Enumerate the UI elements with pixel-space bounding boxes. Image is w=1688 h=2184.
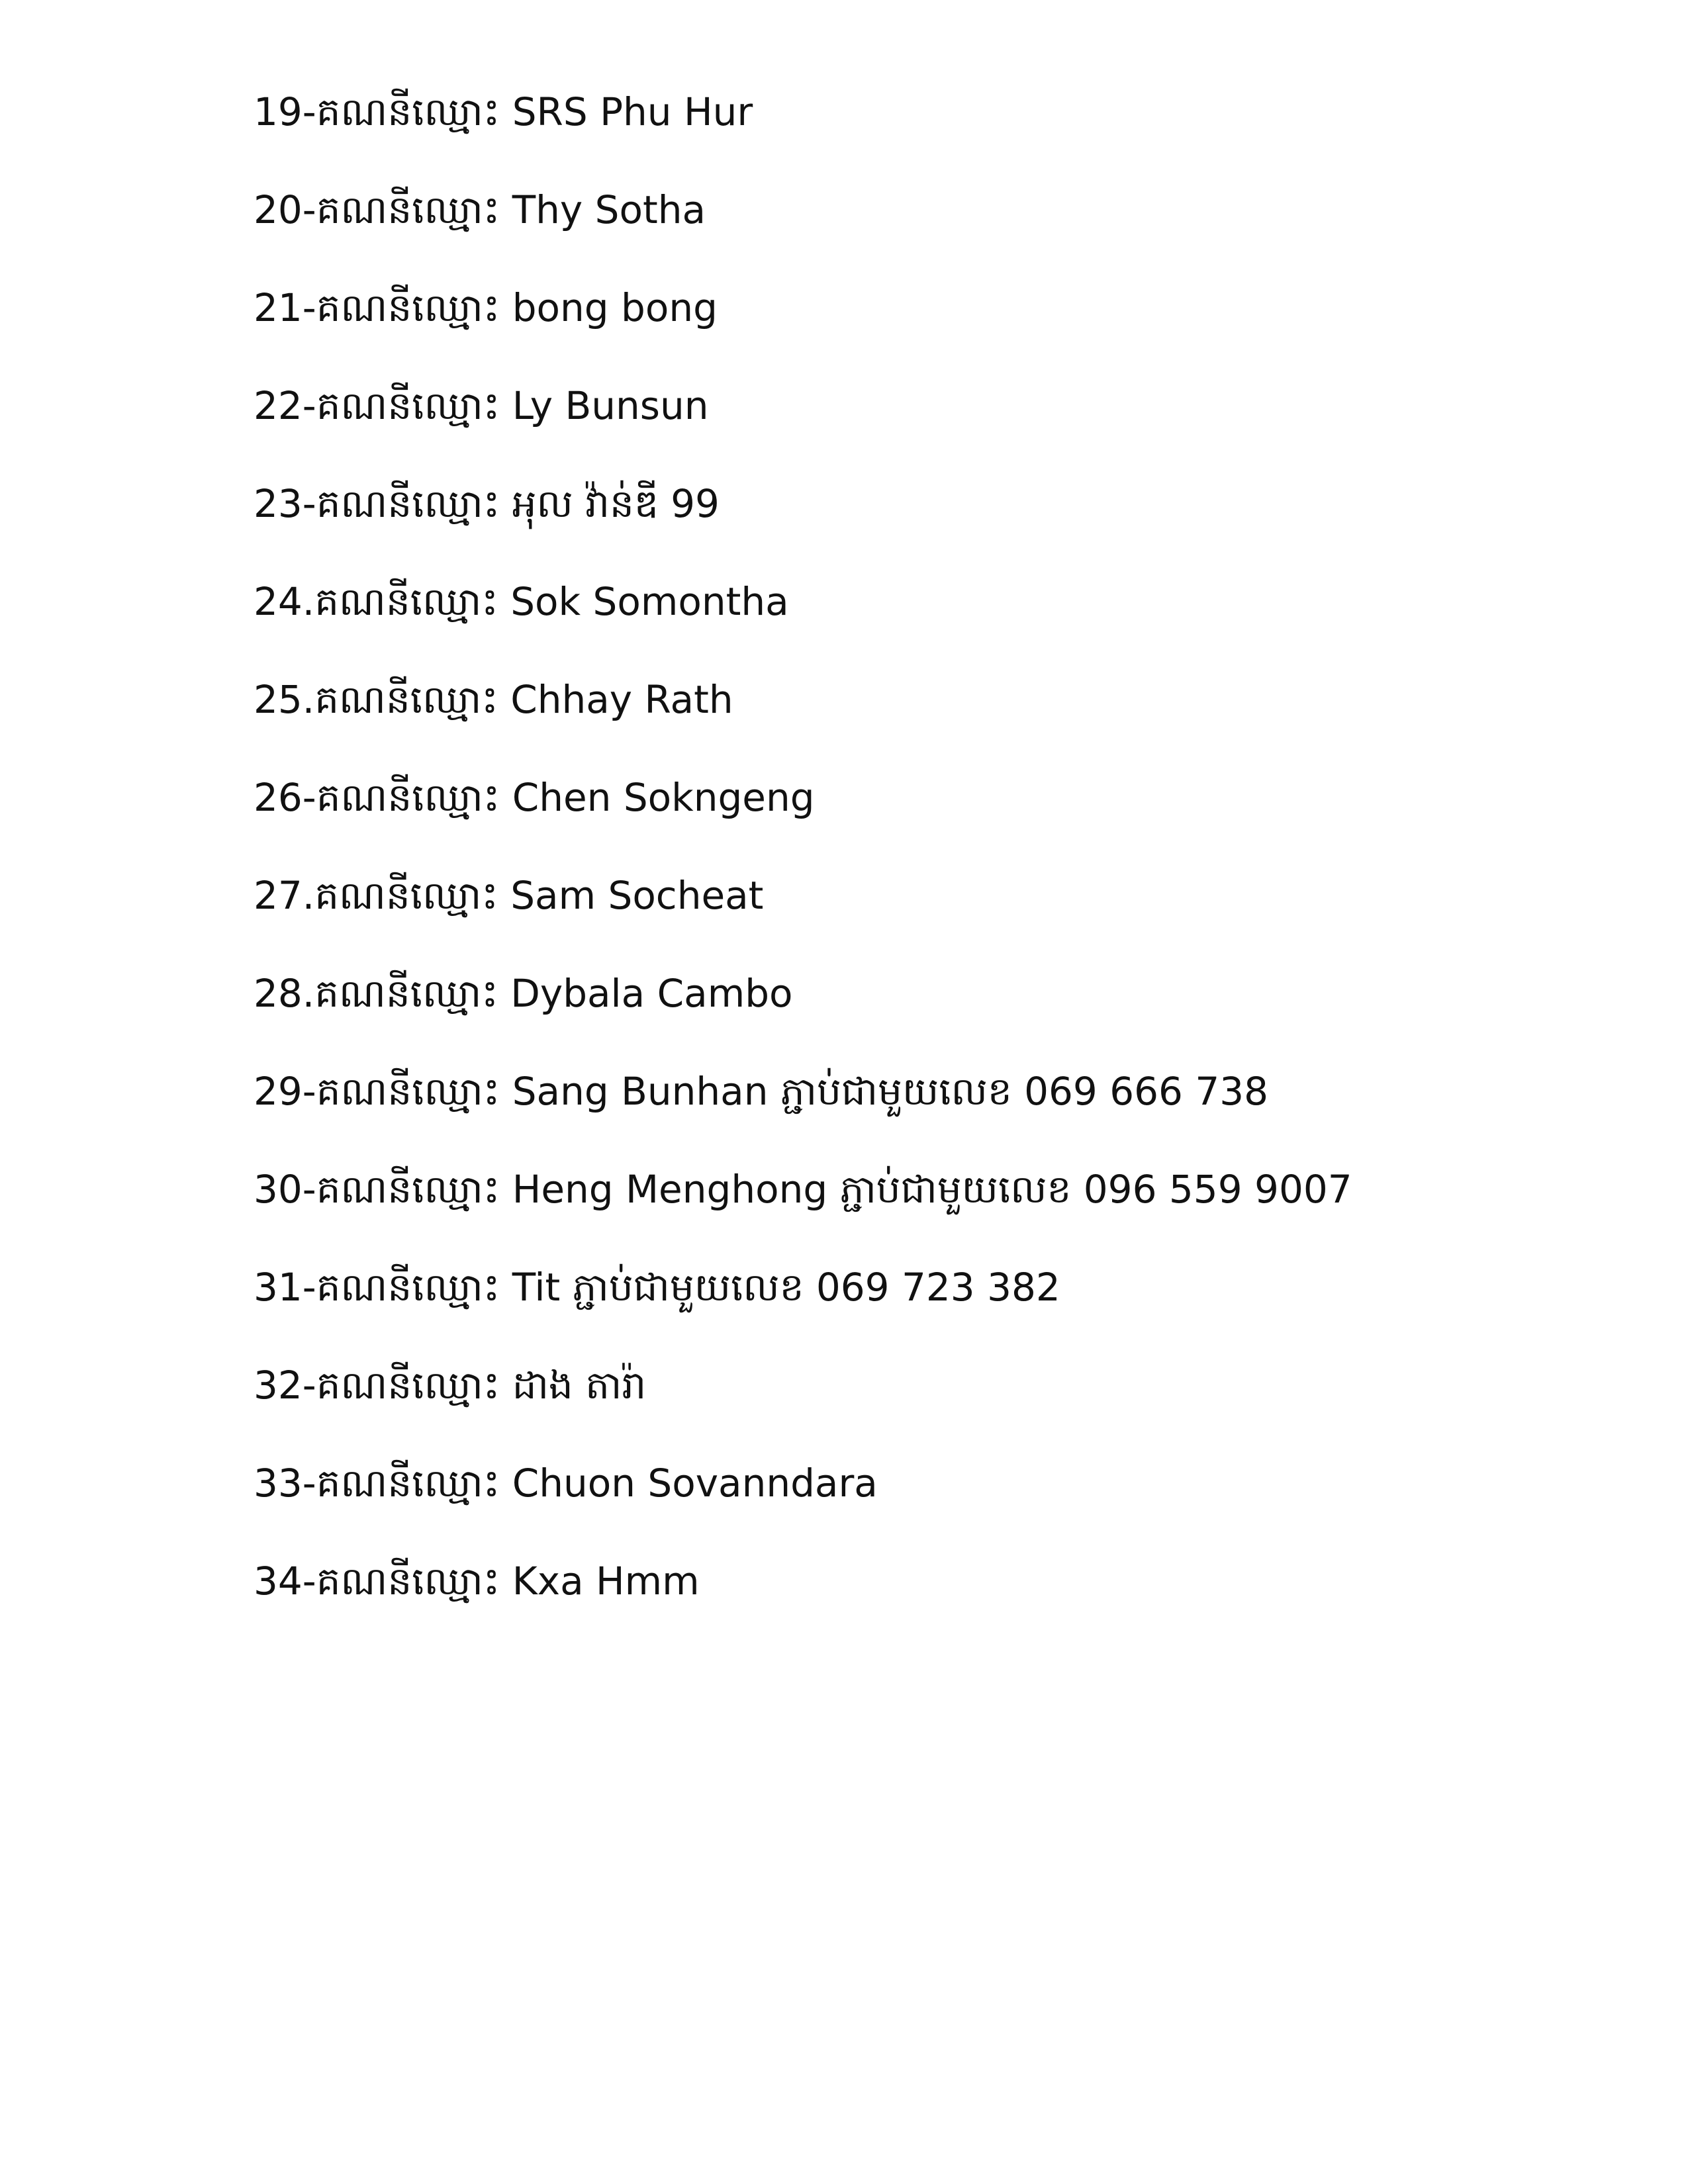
list-item: 24.គណនីឈ្មោះ Sok Somontha	[254, 579, 789, 624]
list-item: 26-គណនីឈ្មោះ Chen Sokngeng	[254, 775, 815, 820]
list-item: 20-គណនីឈ្មោះ Thy Sotha	[254, 187, 706, 232]
account-list	[254, 85, 1352, 1652]
list-item: 22-គណនីឈ្មោះ Ly Bunsun	[254, 383, 709, 428]
list-item: 23-គណនីឈ្មោះ អុល វ៉ាន់ឌី 99	[254, 481, 720, 526]
list-item: 33-គណនីឈ្មោះ Chuon Sovanndara	[254, 1461, 878, 1506]
list-item: 19-គណនីឈ្មោះ SRS Phu Hur	[254, 89, 753, 134]
list-item: 31-គណនីឈ្មោះ Tit ភ្ជាប់ជាមួយលេខ 069 723 382	[254, 1265, 1060, 1310]
list-item: 34-គណនីឈ្មោះ Kxa Hmm	[254, 1559, 700, 1604]
list-item: 32-គណនីឈ្មោះ ដាង តារ៉ា	[254, 1363, 647, 1408]
list-item: 30-គណនីឈ្មោះ Heng Menghong ភ្ជាប់ជាមួយលេខ 096 559 9007	[254, 1167, 1352, 1212]
list-item: 27.គណនីឈ្មោះ Sam Socheat	[254, 873, 764, 918]
list-item: 21-គណនីឈ្មោះ bong bong	[254, 285, 718, 330]
list-item: 25.គណនីឈ្មោះ Chhay Rath	[254, 677, 733, 722]
list-item: 29-គណនីឈ្មោះ Sang Bunhan ភ្ជាប់ជាមួយលេខ 069 666 738	[254, 1069, 1269, 1114]
list-item: 28.គណនីឈ្មោះ Dybala Cambo	[254, 971, 793, 1016]
